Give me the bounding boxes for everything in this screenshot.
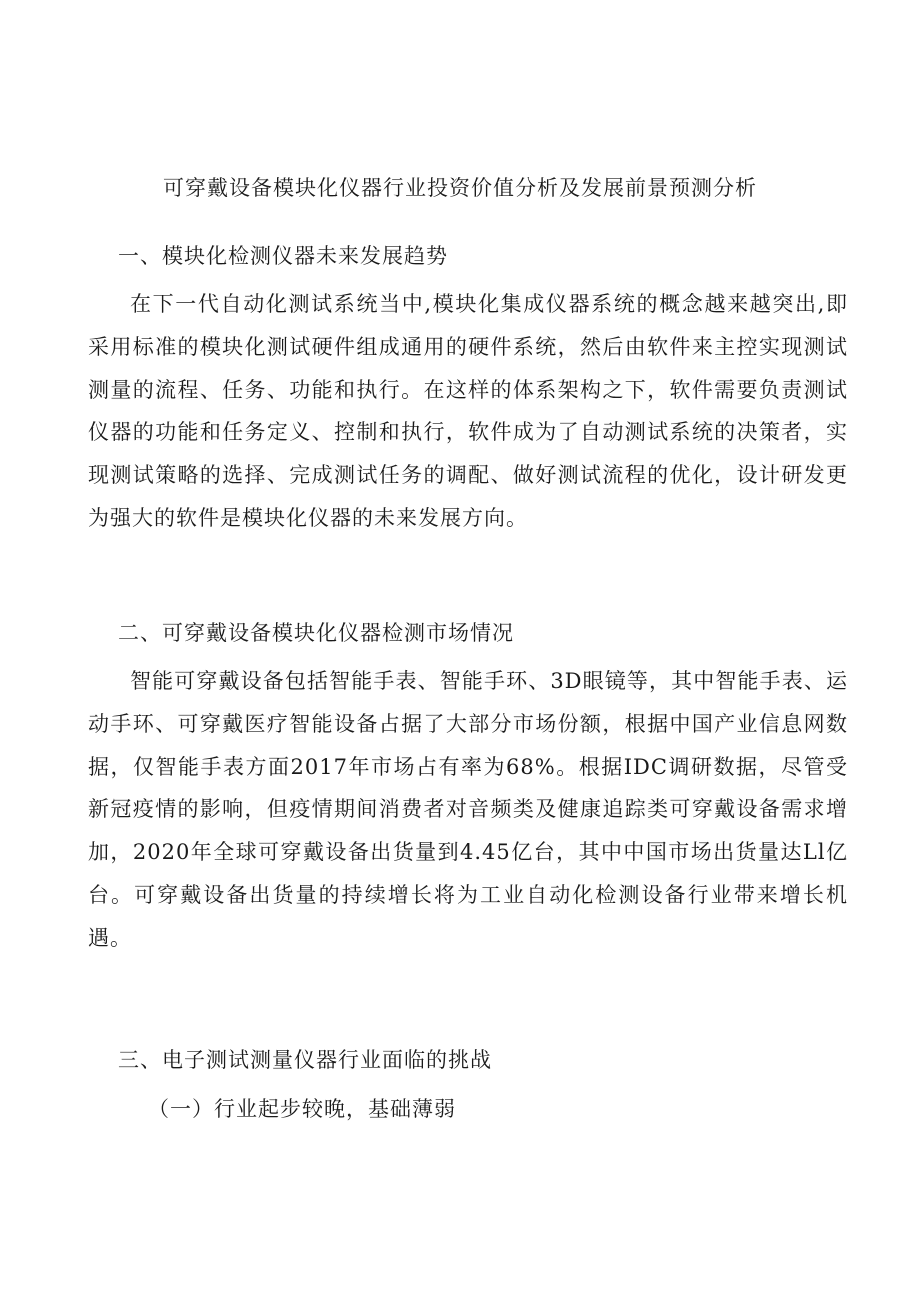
section-3-heading: 三、电子测试测量仪器行业面临的挑战 — [118, 1048, 492, 1072]
document-title: 可穿戴设备模块化仪器行业投资价值分析及发展前景预测分析 — [163, 176, 757, 200]
section-2-paragraph: 智能可穿戴设备包括智能手表、智能手环、3D眼镜等，其中智能手表、运动手环、可穿戴医疗智能设备占据了大部分市场份额，根据中国产业信息网数据，仅智能手表方面2017年市场占有率为68%。根据IDC调研数据，尽管受新冠疫情的影响，但疫情期间消费者对音频类及健康追踪类可穿戴设备需求增加，2020年全球可穿戴设备出货量到4.45亿台，其中中国市场出货量达Ll亿台。可穿戴设备出货量的持续增长将为工业自动化检测设备行业带来增长机遇。 — [88, 669, 848, 950]
section-2-heading: 二、可穿戴设备模块化仪器检测市场情况 — [118, 621, 514, 645]
section-3-subheading: （一）行业起步较晚，基础薄弱 — [148, 1097, 456, 1121]
section-1-heading: 一、模块化检测仪器未来发展趋势 — [118, 244, 448, 268]
section-1-paragraph: 在下一代自动化测试系统当中,模块化集成仪器系统的概念越来越突出,即采用标准的模块化测试硬件组成通用的硬件系统，然后由软件来主控实现测试测量的流程、任务、功能和执行。在这样的体系架构之下，软件需要负责测试仪器的功能和任务定义、控制和执行，软件成为了自动测试系统的决策者，实现测试策略的选择、完成测试任务的调配、做好测试流程的优化，设计研发更为强大的软件是模块化仪器的未来发展方向。 — [88, 292, 848, 530]
